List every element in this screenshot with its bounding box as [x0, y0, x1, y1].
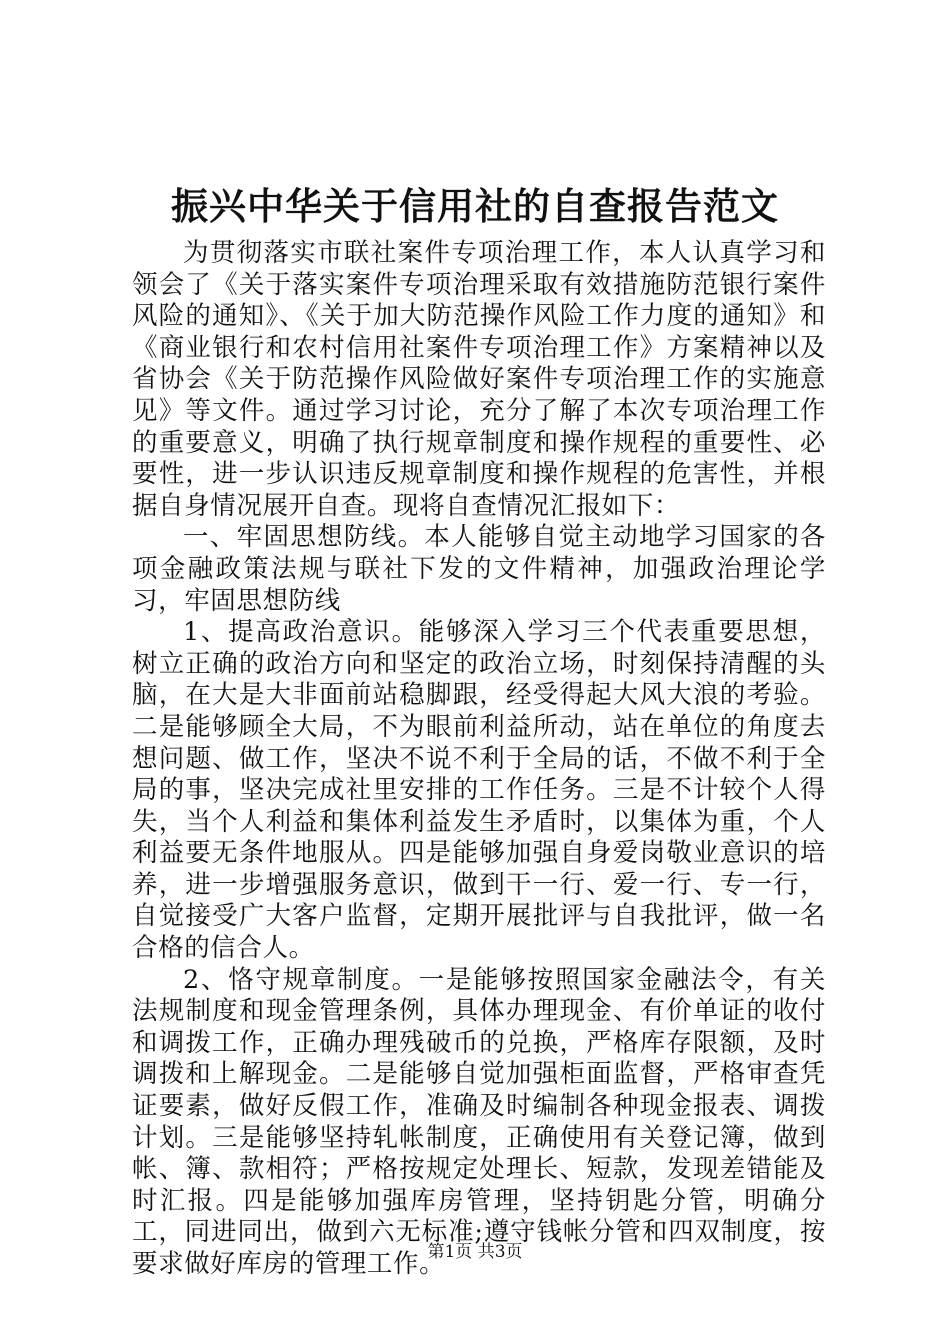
page-footer: 第1页 共3页	[427, 1242, 523, 1262]
document-body	[132, 238, 826, 1281]
paragraph-item-2: 2、恪守规章制度。一是能够按照国家金融法令，有关法规制度和现金管理条例，具体办理现金、有价单证的收付和调拨工作，正确办理残破币的兑换，严格库存限额，及时调拨和上解现金。二是能够自觉加强柜面监督，严格审查凭证要素，做好反假工作，准确及时编制各种现金报表、调拨计划。三是能够坚持轧帐制度，正确使用有关登记簿，做到帐、簿、款相符；严格按规定处理长、短款，发现差错能及时汇报。四是能够加强库房管理，坚持钥匙分管，明确分工，同进同出，做到六无标准;遵守钱帐分管和四双制度，按要求做好库房的管理工作。	[132, 964, 826, 1279]
paragraph-intro: 为贯彻落实市联社案件专项治理工作，本人认真学习和领会了《关于落实案件专项治理采取有效措施防范银行案件风险的通知》、《关于加大防范操作风险工作力度的通知》和《商业银行和农村信用社案件专项治理工作》方案精神以及省协会《关于防范操作风险做好案件专项治理工作的实施意见》等文件。通过学习讨论，充分了解了本次专项治理工作的重要意义，明确了执行规章制度和操作规程的重要性、必要性，进一步认识违反规章制度和操作规程的危害性，并根据自身情况展开自查。现将自查情况汇报如下：	[132, 238, 826, 521]
document-title: 振兴中华关于信用社的自查报告范文	[171, 184, 779, 228]
paragraph-item-1: 1、提高政治意识。能够深入学习三个代表重要思想，树立正确的政治方向和坚定的政治立场，时刻保持清醒的头脑，在大是大非面前站稳脚跟，经受得起大风大浪的考验。二是能够顾全大局，不为眼前利益所动，站在单位的角度去想问题、做工作，坚决不说不利于全局的话，不做不利于全局的事，坚决完成社里安排的工作任务。三是不计较个人得失，当个人利益和集体利益发生矛盾时，以集体为重，个人利益要无条件地服从。四是能够加强自身爱岗敬业意识的培养，进一步增强服务意识，做到干一行、爱一行、专一行，自觉接受广大客户监督，定期开展批评与自我批评，做一名合格的信合人。	[132, 617, 826, 964]
paragraph-section-1: 一、牢固思想防线。本人能够自觉主动地学习国家的各项金融政策法规与联社下发的文件精神，加强政治理论学习，牢固思想防线	[132, 522, 826, 616]
